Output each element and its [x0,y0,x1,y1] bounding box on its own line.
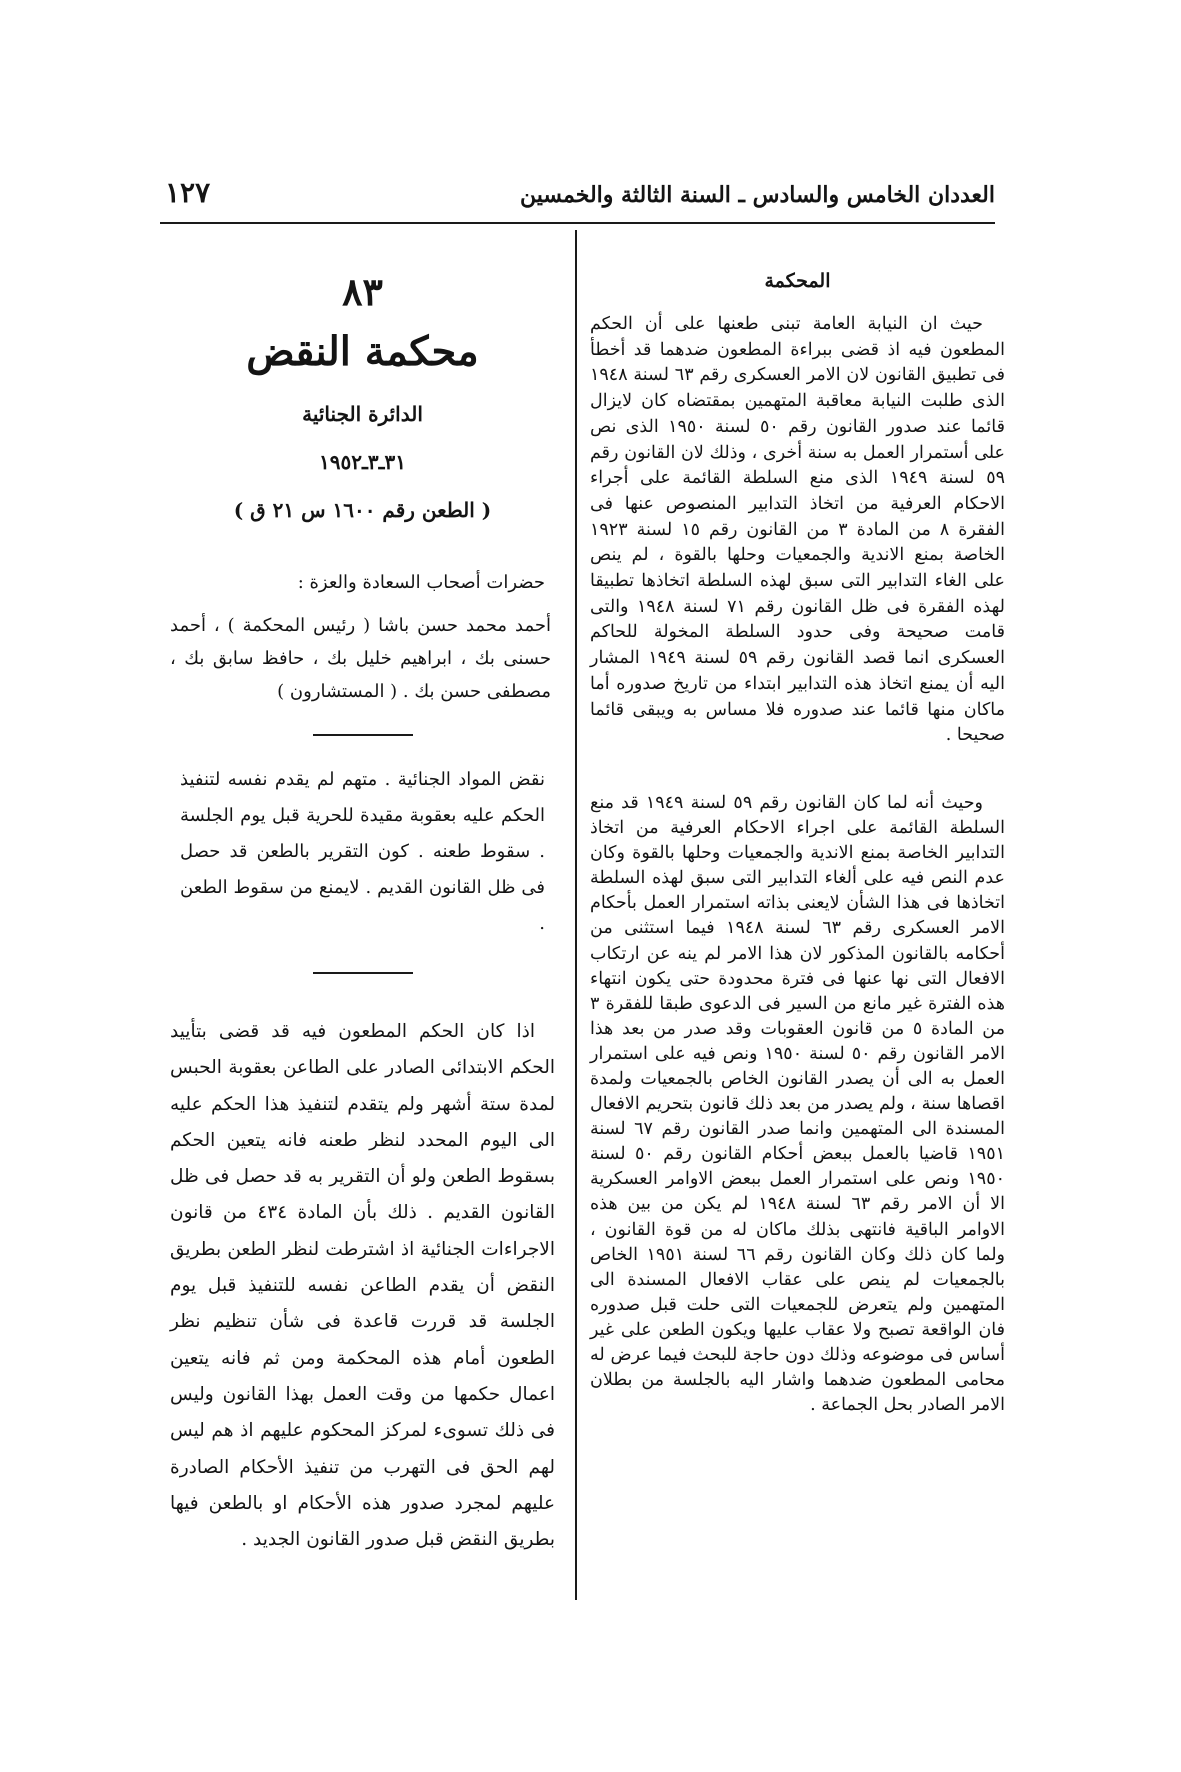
appeal-reference: ( الطعن رقم ١٦٠٠ س ٢١ ق ) [233,498,492,522]
reasoning-paragraph-2: وحيث أنه لما كان القانون رقم ٥٩ لسنة ١٩٤٩ قد منع السلطة القائمة على اجراء الاحكام العرفية من اتخاذ التدابير الخاصة بمنع الاندية والجمعيات وحلها بالقوة وكان عدم النص فيه على ألغاء التدابير التى سبق لهذه السلطة اتخاذها فى هذا الشأن لايعنى بذاته استمرار العمل بأحكام الامر العسكرى رقم ٦٣ لسنة ١٩٤٨ فيما استثنى من أحكامه بالقانون المذكور لان هذا الامر لم ينه عن ارتكاب الافعال التى نها عنها فى فترة محدودة حتى يكون انتهاء هذه الفترة غير مانع من السير فى الدعوى طبقا للفقرة ٣ من المادة ٥ من قانون العقوبات وقد صدر من بعد هذا الامر القانون رقم ٥٠ لسنة ١٩٥٠ ونص فيه على استمرار العمل به الى أن يصدر القانون الخاص بالجمعيات ولمدة اقصاها سنة ، ولم يصدر من بعد ذلك قانون بتحريم الافعال المسندة الى المتهمين وانما صدر القانون رقم ٦٧ لسنة ١٩٥١ قاضيا بالعمل ببعض أحكام القانون رقم ٥٠ لسنة ١٩٥٠ ونص على استمرار العمل ببعض الاوامر العسكرية الا أن الامر رقم ٦٣ لسنة ١٩٤٨ لم يكن من بين هذه الاوامر الباقية فانتهى بذلك ماكان له من قوة القانون ، ولما كان ذلك وكان القانون رقم ٦٦ لسنة ١٩٥١ الخاص بالجمعيات لم ينص على عقاب الافعال المسندة الى المتهمين ولم يتعرض للجمعيات التى حلت قبل صدوره فان الواقعة تصبح ولا عقاب عليها ويكون الطعن على غير أساس فى موضوعه وذلك دون حاجة للبحث فيما عرض له محامى المطعون ضدهما واشار اليه بالجلسة من بطلان الامر الصادر بحل الجماعة . [590,792,1006,1416]
reasoning-paragraph-1: حيث ان النيابة العامة تبنى طعنها على أن الحكم المطعون فيه اذ قضى ببراءة المطعون ضدهما قد أخطأ فى تطبيق القانون لان الامر العسكرى رقم ٦٣ لسنة ١٩٤٨ الذى طلبت النيابة معاقبة المتهمين بمقتضاه كان لايزال قائما عند صدور القانون رقم ٥٠ لسنة ١٩٥٠ الذى نص على أستمرار العمل به سنة أخرى ، وذلك لان القانون رقم ٥٩ لسنة ١٩٤٩ الذى منع السلطة القائمة على أجراء الاحكام العرفية من اتخاذ التدابير المنصوص عنها فى الفقرة ٨ من المادة ٣ من القانون رقم ١٥ لسنة ١٩٢٣ الخاصة بمنع الاندية والجمعيات وحلها بالقوة ، لم ينص على الغاء التدابير التى سبق لهذه السلطة اتخاذها تطبيقا لهذه الفقرة فى ظل القانون رقم ٧١ لسنة ١٩٤٨ والتى قامت صحيحة وفى حدود السلطة المخولة للحاكم العسكرى انما قصد القانون رقم ٥٩ لسنة ١٩٤٩ المشار اليه أن يمنع اتخاذ هذه التدابير ابتداء من تاريخ صدوره أما ماكان منها قائما عند صدوره فلا مساس به ويبقى قائما صحيحا . [590,314,1006,746]
court-name: محكمة النقض [246,328,479,375]
headnote: نقض المواد الجنائية . متهم لم يقدم نفسه لتنفيذ الحكم عليه بعقوبة مقيدة للحرية قبل يوم الجلسة . سقوط طعنه . كون التقرير بالطعن قد حصل فى ظل القانون القديم . لايمنع من سقوط الطعن . [180,769,545,934]
case-number: ٨٣ [342,269,383,314]
column-divider [575,230,577,1600]
bench-members [170,609,555,708]
page-number: ١٢٧ [165,176,211,209]
bench-line: مصطفى حسن بك . ( المستشارون ) [277,681,551,702]
bench-line: حسنى بك ، ابراهيم خليل بك ، حافظ سابق بك ، [170,648,551,669]
left-column [170,270,555,1558]
case-date: ٣١ـ٣ـ١٩٥٢ [319,450,406,474]
section-heading: المحكمة [764,270,831,292]
page-header [140,168,995,216]
separator-rule [313,734,413,736]
bench-intro: حضرات أصحاب السعادة والعزة : [297,572,545,593]
chamber-name: الدائرة الجنائية [302,402,423,426]
bench-line: أحمد محمد حسن باشا ( رئيس المحكمة ) ، أحمد [170,615,551,636]
running-head: العددان الخامس والسادس ـ السنة الثالثة والخمسين [520,182,995,208]
header-rule [160,222,995,224]
separator-rule [313,972,413,974]
judgment-summary: اذا كان الحكم المطعون فيه قد قضى بتأييد الحكم الابتدائى الصادر على الطاعن بعقوبة الحبس لمدة ستة أشهر ولم يتقدم لتنفيذ هذا الحكم عليه الى اليوم المحدد لنظر طعنه فانه يتعين الحكم بسقوط الطعن ولو أن التقرير به قد حصل فى ظل القانون القديم . ذلك بأن المادة ٤٣٤ من قانون الاجراءات الجنائية اذ اشترطت لنظر الطعن بطريق النقض أن يقدم الطاعن نفسه للتنفيذ قبل يوم الجلسة قد قررت قاعدة فى شأن تنظيم نظر الطعون أمام هذه المحكمة ومن ثم فانه يتعين اعمال حكمها من وقت العمل بهذا القانون وليس فى ذلك تسوىء لمركز المحكوم عليهم اذ هم ليس لهم الحق فى التهرب من تنفيذ الأحكام الصادرة عليهم لمجرد صدور هذه الأحكام او بالطعن فيها بطريق النقض قبل صدور القانون الجديد . [170,1021,555,1551]
right-column [590,270,1005,1418]
